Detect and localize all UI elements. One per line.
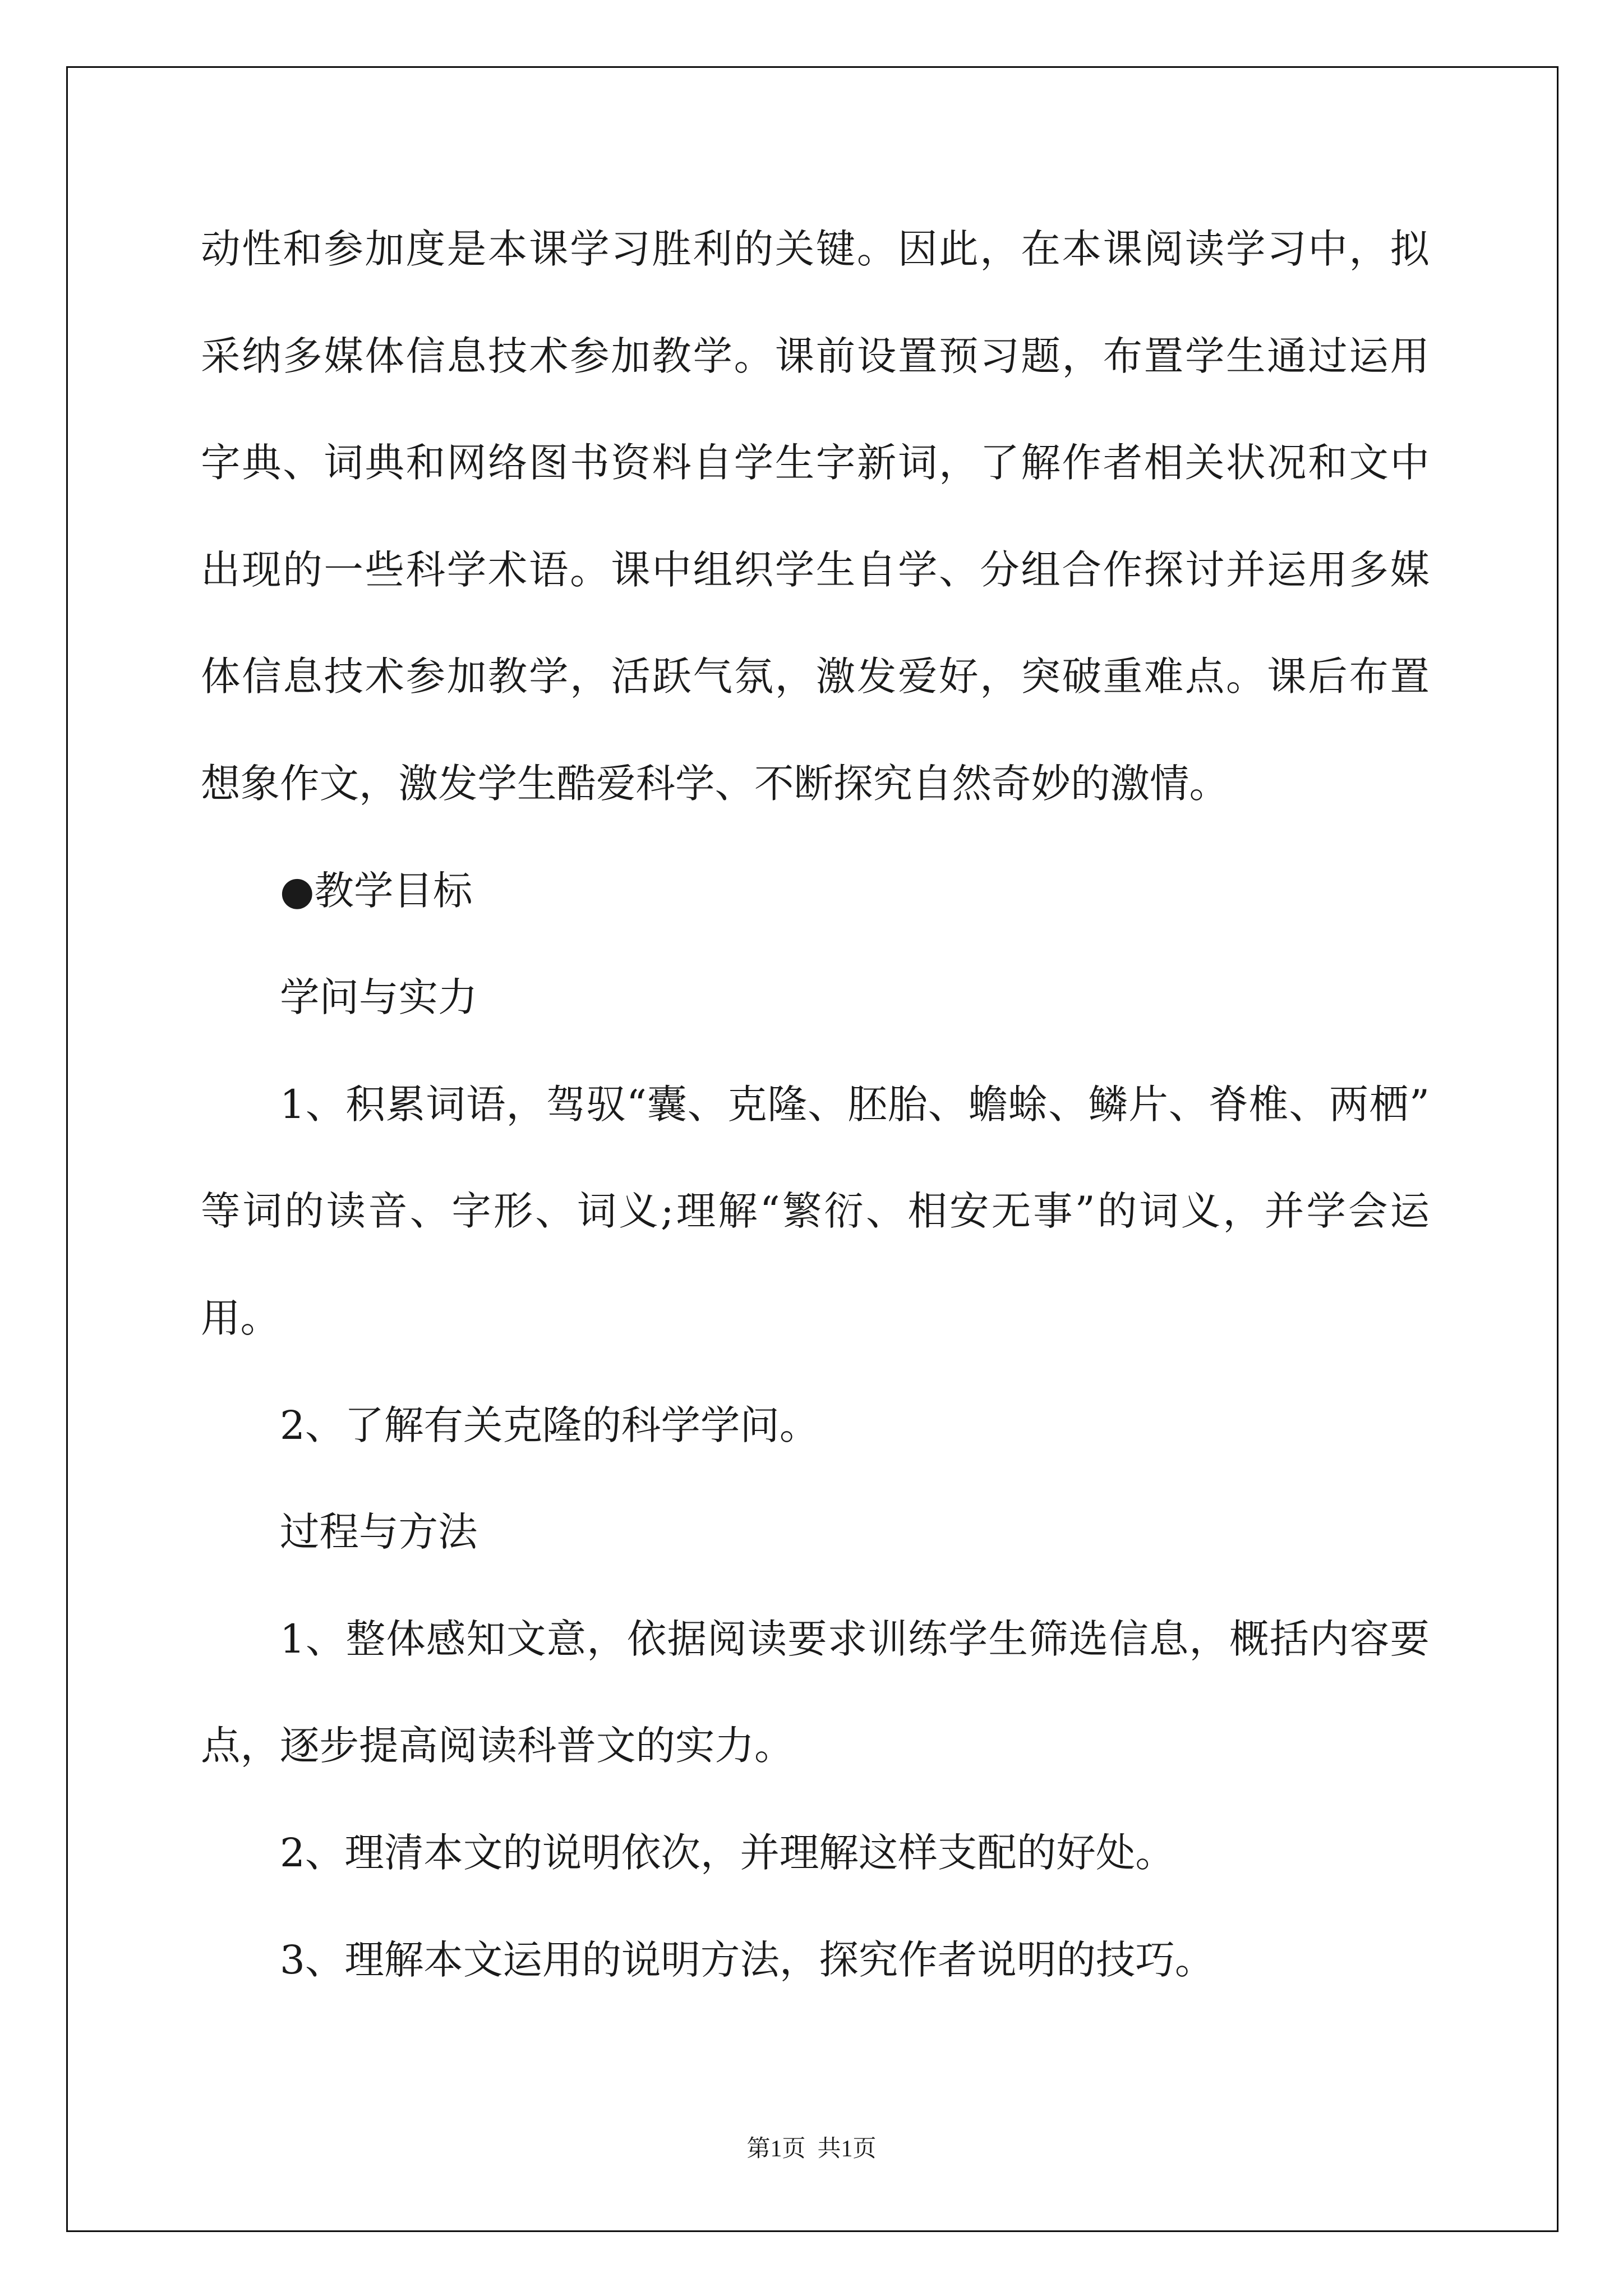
list-item-knowledge-2 [201,1372,1430,1479]
paragraph-line: 字典、词典和网络图书资料自学生字新词，了解作者相关状况和文中 [201,440,1430,486]
document-body [201,196,1430,2013]
list-item-process-2 [201,1800,1430,1907]
paragraph-line: 点，逐步提高阅读科普文的实力。 [201,1723,794,1769]
subsection-heading-knowledge [201,944,1430,1051]
list-item-process-1 [201,1586,1430,1800]
page-number-footer: 第1页 共1页 [746,2136,877,2162]
paragraph-line: 体信息技术参加教学，活跃气氛，激发爱好，突破重难点。课后布置 [201,654,1430,700]
paragraph-line: 等词的读音、字形、词义;理解“繁衍、相安无事”的词义，并学会运 [201,1188,1430,1235]
paragraph-line: 2、了解有关克隆的科学学问。 [280,1402,819,1448]
list-item-process-3 [201,1907,1430,2014]
paragraph-line: 采纳多媒体信息技术参加教学。课前设置预习题，布置学生通过运用 [201,333,1430,379]
subsection-heading: 过程与方法 [280,1509,478,1556]
subsection-heading: 学问与实力 [280,974,478,1021]
paragraph-line: 1、积累词语，驾驭“囊、克隆、胚胎、蟾蜍、鳞片、脊椎、两栖” [280,1081,1430,1128]
paragraph-line: 想象作文，激发学生酷爱科学、不断探究自然奇妙的激情。 [201,760,1229,807]
paragraph-line: 用。 [201,1295,280,1341]
list-item-knowledge-1 [201,1051,1430,1372]
paragraph-line: 3、理解本文运用的说明方法，探究作者说明的技巧。 [280,1936,1215,1983]
section-heading-teaching-goals [201,838,1430,945]
subsection-heading-process [201,1479,1430,1586]
paragraph-teaching-approach [201,196,1430,838]
paragraph-line: 1、整体感知文意，依据阅读要求训练学生筛选信息，概括内容要 [280,1616,1430,1662]
section-heading: ●教学目标 [280,867,473,914]
paragraph-line: 出现的一些科学术语。课中组织学生自学、分组合作探讨并运用多媒 [201,546,1430,593]
paragraph-line: 2、理清本文的说明依次，并理解这样支配的好处。 [280,1829,1175,1876]
paragraph-line: 动性和参加度是本课学习胜利的关键。因此，在本课阅读学习中，拟 [201,226,1430,272]
